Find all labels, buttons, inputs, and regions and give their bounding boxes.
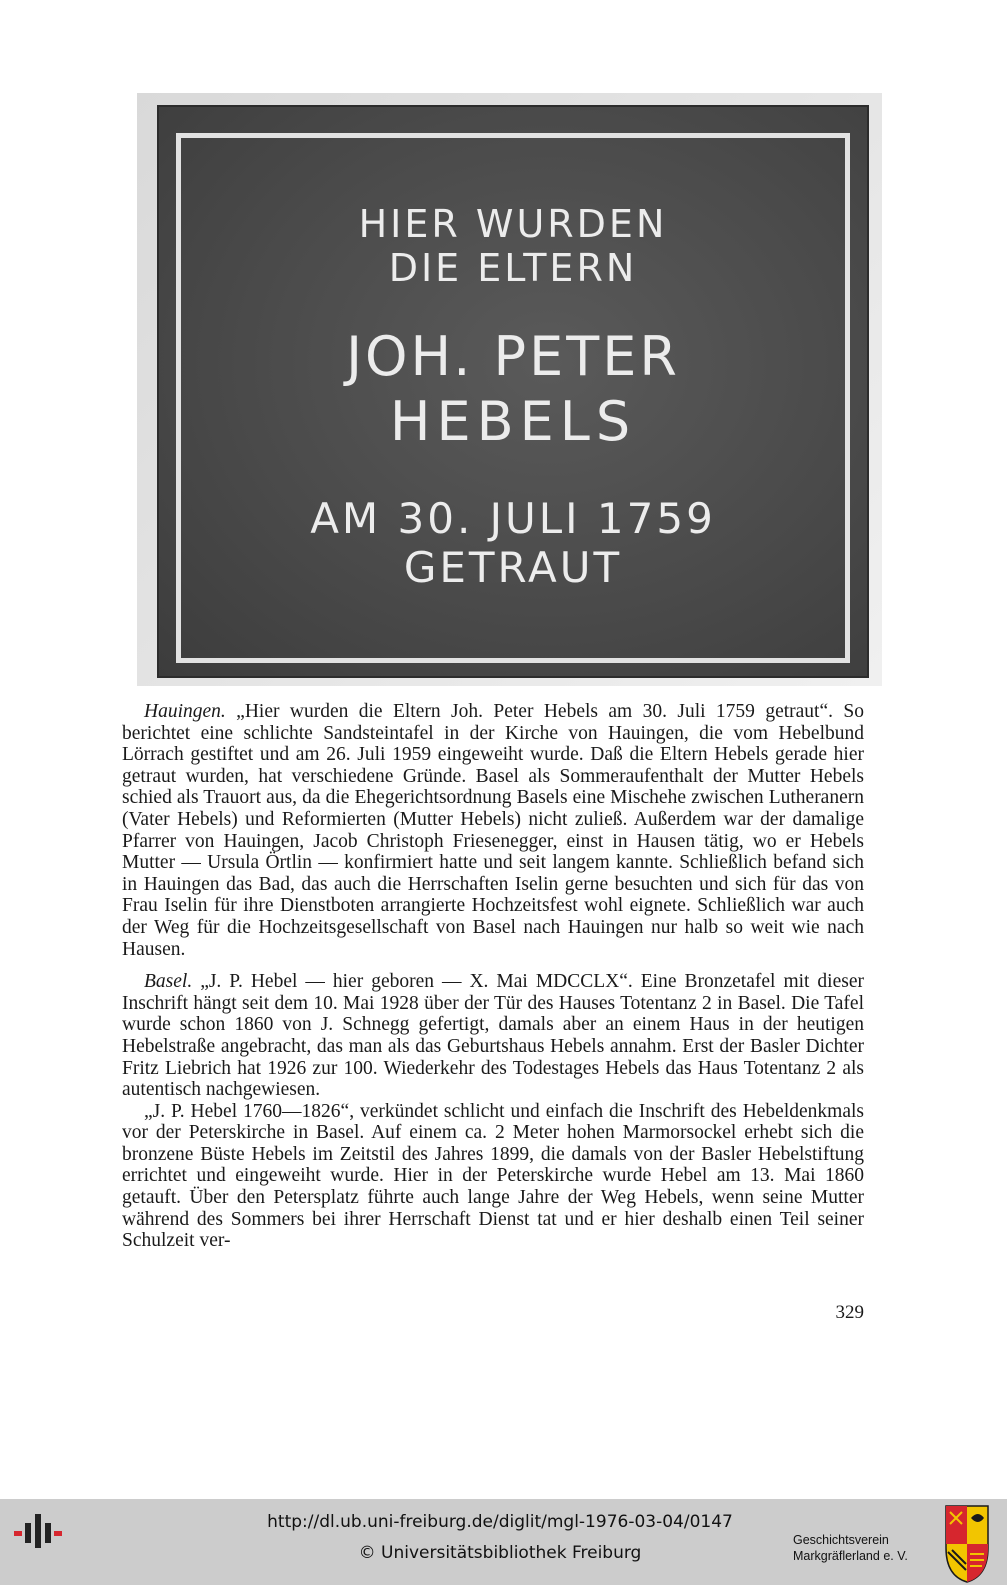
paragraph-denkmal: „J. P. Hebel 1760—1826“, verkündet schlicht und einfach die Inschrift des Hebeldenkmals vor der Peterskirche in Basel. Auf einem ca. 2 Meter hohen Marmorsockel erhebt sich die bronzene Büste Hebels im Zeitstil des Jahres 1899, die damals von der Basler Hebelstiftung errichtet und eingeweiht wurde. Hier in der Peterskirche wurde Hebel am 13. Mai 1860 getauft. Über den Petersplatz führte auch lange Jahre der Weg Hebels, wenn seine Mutter während des Sommers bei ihrer Herrschaft Dienst tat und er hier deshalb einen Teil seiner Schulzeit ver- <box>122 1100 864 1252</box>
page-number: 329 <box>835 1302 864 1323</box>
society-name-line-1: Geschichtsverein <box>793 1533 889 1547</box>
plaque-photo <box>137 93 882 686</box>
paragraph-basel <box>122 971 864 1101</box>
paragraph-basel-text: „J. P. Hebel — hier geboren — X. Mai MDCCLX“. Eine Bronzetafel mit dieser Inschrift hängt seit dem 10. Mai 1928 über der Tür des Hauses Totentanz 2 in Basel. Die Tafel wurde schon 1860 von J. Schnegg gefertigt, damals aber an einem Haus in der heutigen Hebelstraße angebracht, das man als das Geburtshaus Hebels annahm. Erst der Basler Dichter Fritz Liebrich hat 1926 zur 100. Wiederkehr des Todestages Hebels das Haus Totentanz 2 als autentisch nachgewiesen. <box>122 971 864 1101</box>
plaque-line-6: GETRAUT <box>403 543 623 592</box>
plaque-slab <box>157 105 869 678</box>
place-hauingen: Hauingen. <box>144 701 226 722</box>
plaque-line-1: HIER WURDEN <box>358 202 668 246</box>
paragraph-hauingen <box>122 701 864 960</box>
society-name <box>793 1532 943 1564</box>
coat-of-arms-icon <box>944 1504 990 1584</box>
plaque-line-3: JOH. PETER <box>346 325 680 388</box>
society-name-line-2: Markgräflerland e. V. <box>793 1549 908 1563</box>
place-basel: Basel. <box>144 971 193 993</box>
footer-bar <box>0 1499 1007 1585</box>
plaque-line-5: AM 30. JULI 1759 <box>310 494 716 543</box>
paragraph-hauingen-text: „Hier wurden die Eltern Joh. Peter Hebels am 30. Juli 1759 getraut“. So berichtet eine schlichte Sandsteintafel in der Kirche von Hauingen, die vom Hebelbund Lörrach gestiftet und am 26. Juli 1959 eingeweiht wurde. Daß die Eltern Hebels gerade hier getraut wurden, hat verschiedene Gründe. Basel als Sommeraufenthalt der Mutter Hebels schied als Trauort aus, da die Ehegerichtsordnung Basels eine Mischehe zwischen Lutheranern (Vater Hebels) und Reformierten (Mutter Hebels) nicht zuließ. Außerdem war der damalige Pfarrer von Hauingen, Jacob Christoph Friesenegger, einst in Hausen tätig, wo er Hebels Mutter — Ursula Örtlin — konfirmiert hatte und seit langem kannte. Schließlich befand sich in Hauingen das Bad, das auch die Herrschaften Iselin gerne besuchten und sich für das von Frau Iselin für ihre Dienstboten arrangierte Hochzeitsfest wohl eignete. Schließlich war auch der Weg für die Hochzeitsgesellschaft von Basel nach Hauingen nur halb so weit wie nach Hausen. <box>122 701 864 960</box>
library-logo-icon <box>14 1509 62 1549</box>
source-url-link[interactable]: http://dl.ub.uni-freiburg.de/diglit/mgl-1976-03-04/0147 <box>267 1512 733 1532</box>
plaque-line-4: HEBELS <box>389 390 637 453</box>
copyright-text: © Universitätsbibliothek Freiburg <box>358 1543 642 1563</box>
plaque-line-2: DIE ELTERN <box>388 246 638 290</box>
article-body <box>122 701 864 1252</box>
